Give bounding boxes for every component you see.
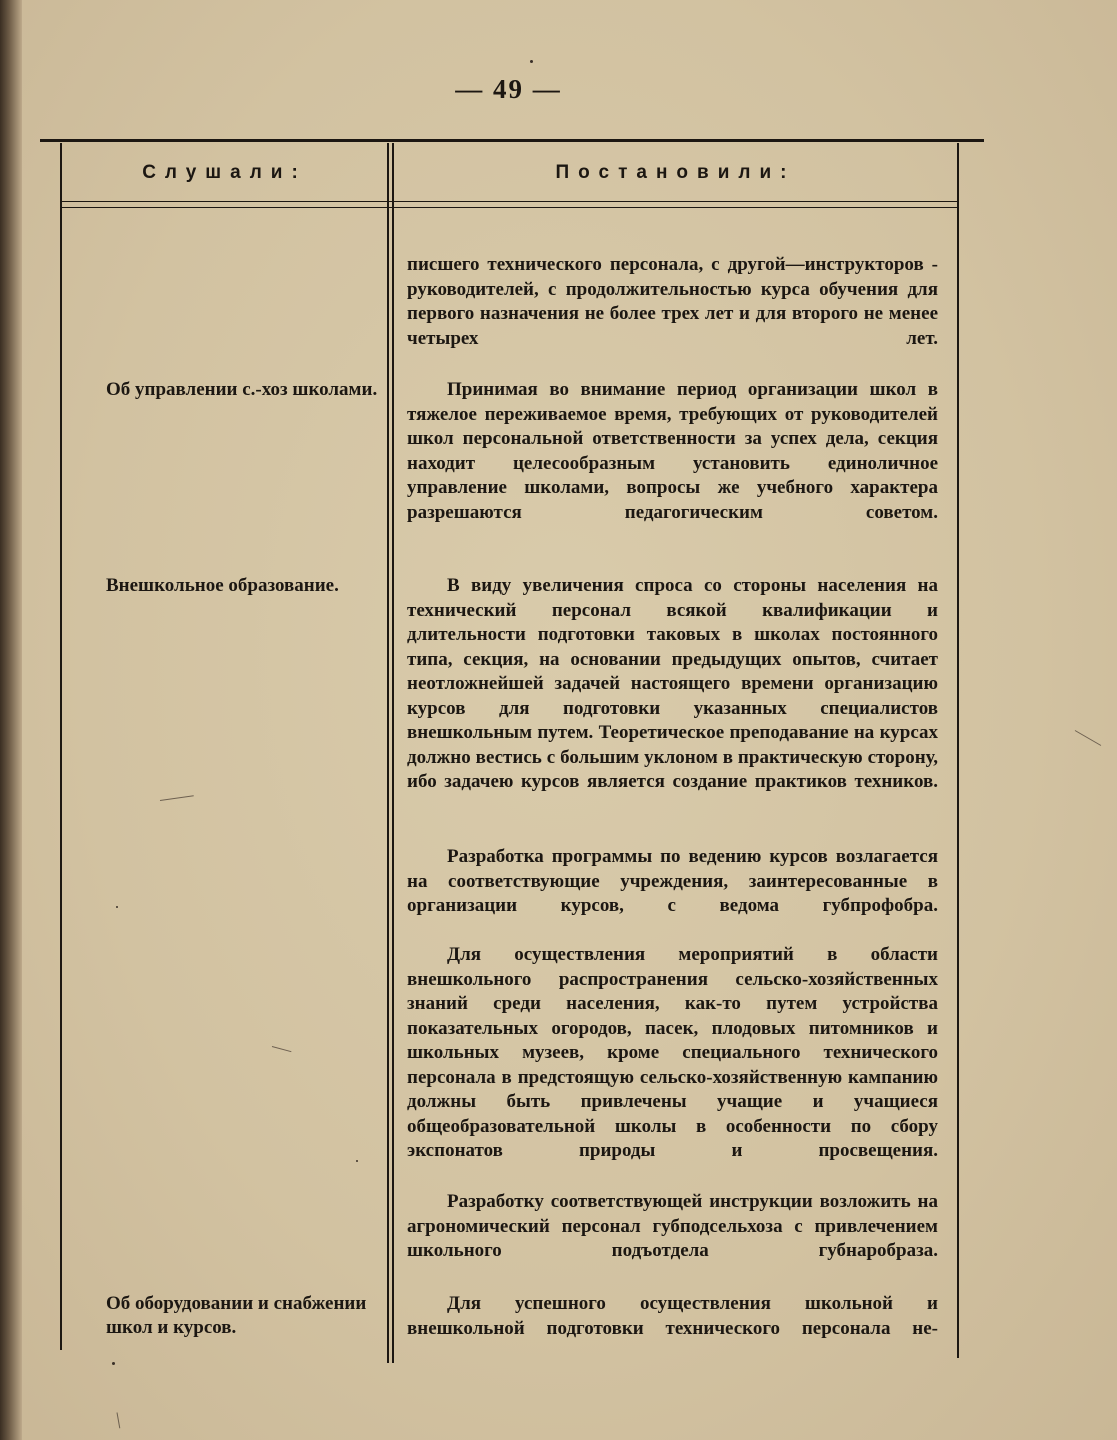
paper-speck — [356, 1160, 358, 1162]
page-binding-edge — [0, 0, 22, 1440]
resolution-paragraph: Разработка программы по ведению курсов возлагается на соответствующие учреждения, заинтересованные в организации курсов, с ведома губпрофобра. — [407, 846, 938, 916]
resolution-paragraph: Для успешного осуществления школьной и внешкольной подготовки технического персонала не- — [407, 1293, 938, 1339]
table-column-divider — [387, 143, 389, 1363]
paper-speck — [112, 1362, 115, 1365]
paper-fiber — [160, 795, 194, 801]
paper-speck — [116, 906, 118, 908]
table-right-border — [957, 143, 959, 1358]
table-column-divider-double — [392, 143, 394, 1363]
resolution-paragraph: Принимая во внимание период организации школ в тяжелое переживаемое время, требующих от руководителей школ персональной ответственности за успех дела, секция находит целесообразным установить единоличное управление школами, вопросы же учебного характера разрешаются педагогическим советом. — [407, 379, 938, 523]
header-rule — [60, 201, 959, 202]
header-rule-double — [60, 207, 959, 208]
topic-equipment-supply: Об оборудовании и снабжении школ и курсов. — [106, 1293, 367, 1338]
page-number: — 49 — — [455, 74, 562, 104]
resolution-paragraph: В виду увеличения спроса со стороны населения на технический персонал всякой квалификации и длительности подготовки таковых в школах постоянного типа, секция, на основании предыдущих опытов, считает неотложнейшей задачей настоящего времени организацию курсов для подготовки указанных специалистов внешкольным путем. Теоретическое преподавание на курсах должно вестись с большим уклоном в практическую сторону, ибо задачею курсов является создание практиков техников. — [407, 575, 938, 792]
resolution-paragraph: Для осуществления мероприятий в области внешкольного распространения сельско-хозяйственных знаний среди населения, как-то путем устройства показательных огородов, пасек, плодовых питомников и школьных музеев, кроме специального технического персонала в предстоящую сельско-хозяйственную кампанию должны быть привлечены учащие и учащиеся общеобразовательной школы в особенности по сбору экспонатов природы и просвещения. — [407, 944, 938, 1161]
table-top-rule — [40, 139, 984, 142]
paper-speck — [530, 60, 533, 63]
table-left-border — [60, 143, 62, 1350]
resolution-paragraph: писшего технического персонала, с другой—инструкторов - руководителей, с продолжительностью курса обучения для первого назначения не более трех лет и для второго не менее четырех лет. — [407, 254, 938, 349]
column-header-heard: Слушали: — [142, 162, 307, 183]
paper-fiber — [1075, 730, 1101, 746]
paper-fiber — [117, 1412, 121, 1428]
topic-extracurricular-education: Внешкольное образование. — [106, 575, 339, 596]
resolution-paragraph: Разработку соответствующей инструкции возложить на агрономический персонал губподсельхоза с привлечением школьного подъотдела губнаробраза. — [407, 1191, 938, 1261]
topic-school-management: Об управлении с.-хоз школами. — [106, 379, 378, 400]
paper-fiber — [272, 1046, 292, 1052]
column-header-resolved: Постановили: — [555, 162, 796, 183]
